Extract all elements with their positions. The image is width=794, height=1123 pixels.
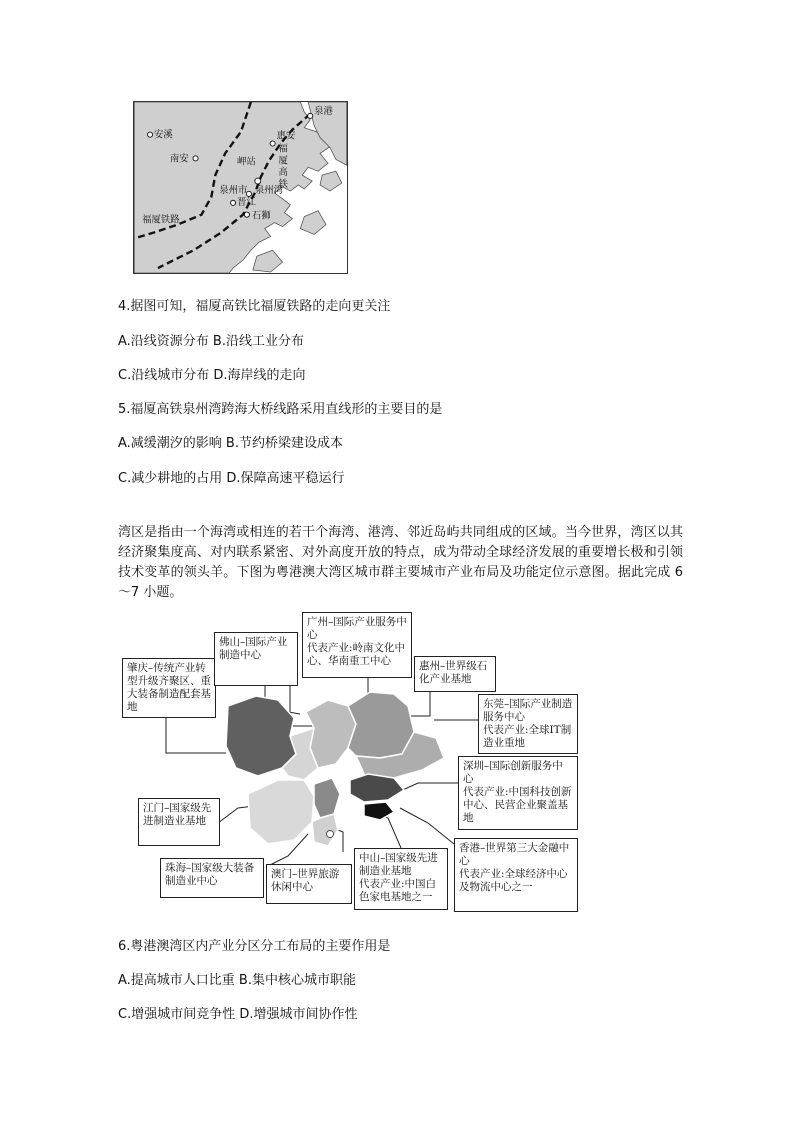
- fuxia-railway-map: [133, 101, 348, 274]
- label-huian: 惠安: [276, 130, 296, 142]
- label-gaotie-3: 高: [278, 167, 288, 179]
- label-luzhan: 岬站: [237, 156, 256, 168]
- box-hongkong: 香港–世界第三大金融中心 代表产业:全球经济中心及物流中心之一: [454, 838, 578, 912]
- q6-options-ab: A.提高城市人口比重 B.集中核心城市职能: [118, 973, 356, 988]
- region-jiangmen: [248, 780, 314, 844]
- bay-area-intro: 湾区是指由一个海湾或相连的若干个海湾、港湾、邻近岛屿共同组成的区域。当今世界，湾区以其经济聚集度高、对内联系紧密、对外高度开放的特点，成为带动全球经济发展的重要增长极和引领技术变革的领头羊。下图为粤港澳大湾区城市群主要城市产业布局及功能定位示意图。据此完成 6～7 小题。: [118, 525, 683, 600]
- q4-options-ab: A.沿线资源分布 B.沿线工业分布: [118, 334, 304, 349]
- fuxia-map-svg: [134, 102, 347, 273]
- box-shenzhen: 深圳–国际创新服务中心 代表产业:中国科技创新中心、民营企业聚盖基地: [458, 756, 578, 830]
- island: [253, 250, 283, 272]
- q4-options-cd: C.沿线城市分布 D.海岸线的走向: [118, 368, 306, 383]
- label-jinjiang: 晋江: [237, 196, 256, 208]
- label-gaotie-2: 厦: [278, 155, 288, 167]
- label-gaotie-1: 福: [278, 143, 288, 155]
- island: [300, 211, 326, 235]
- label-anxi: 安溪: [154, 129, 173, 141]
- label-shishi: 石狮: [251, 210, 271, 222]
- q6-options-cd: C.增强城市间竞争性 D.增强城市间协作性: [118, 1007, 358, 1022]
- box-jiangmen: 江门–国家级先进制造业基地: [138, 798, 220, 846]
- box-dongguan: 东莞–国际产业制造服务中心 代表产业:全球IT制造业重地: [478, 694, 578, 754]
- box-foshan: 佛山–国际产业制造中心: [214, 632, 298, 686]
- box-zhongshan: 中山–国家级先进制造业基地 代表产业:中国白色家电基地之一: [354, 848, 448, 910]
- region-zhongshan: [314, 778, 340, 818]
- label-quangang: 泉港: [314, 105, 333, 117]
- label-gaotie-4: 铁: [278, 179, 288, 191]
- label-quanzhou-bay: 泉州湾: [254, 184, 283, 196]
- q4-stem: 4.据图可知，福厦高铁比福厦铁路的走向更关注: [118, 299, 391, 314]
- island: [320, 171, 342, 191]
- greater-bay-area-map: [118, 608, 580, 913]
- box-zhuhai: 珠海–国家级大装备制造业中心: [160, 858, 264, 898]
- q5-options-cd: C.减少耕地的占用 D.保障高速平稳运行: [118, 471, 345, 486]
- region-zhuhai: [312, 814, 338, 846]
- region-huizhou: [348, 692, 414, 758]
- q6-stem: 6.粤港澳湾区内产业分区分工布局的主要作用是: [118, 939, 391, 954]
- label-fuxia-railway: 福厦铁路: [142, 214, 180, 226]
- box-huizhou: 惠州–世界级石化产业基地: [414, 656, 496, 692]
- box-guangzhou: 广州–国际产业服务中心 代表产业:岭南文化中心、华南重工中心: [302, 612, 412, 678]
- q5-stem: 5.福厦高铁泉州湾跨海大桥线路采用直线形的主要目的是: [118, 402, 443, 417]
- label-nanan: 南安: [169, 153, 189, 165]
- box-macau: 澳门–世界旅游休闲中心: [266, 864, 352, 904]
- label-quanzhou-city: 泉州市: [219, 184, 248, 196]
- box-zhaoqing: 肇庆–传统产业转型升级齐聚区、重大装备制造配套基地: [122, 658, 216, 718]
- q5-options-ab: A.减缓潮汐的影响 B.节约桥梁建设成本: [118, 436, 343, 451]
- region-hongkong: [364, 802, 394, 820]
- macau-marker: [327, 831, 334, 838]
